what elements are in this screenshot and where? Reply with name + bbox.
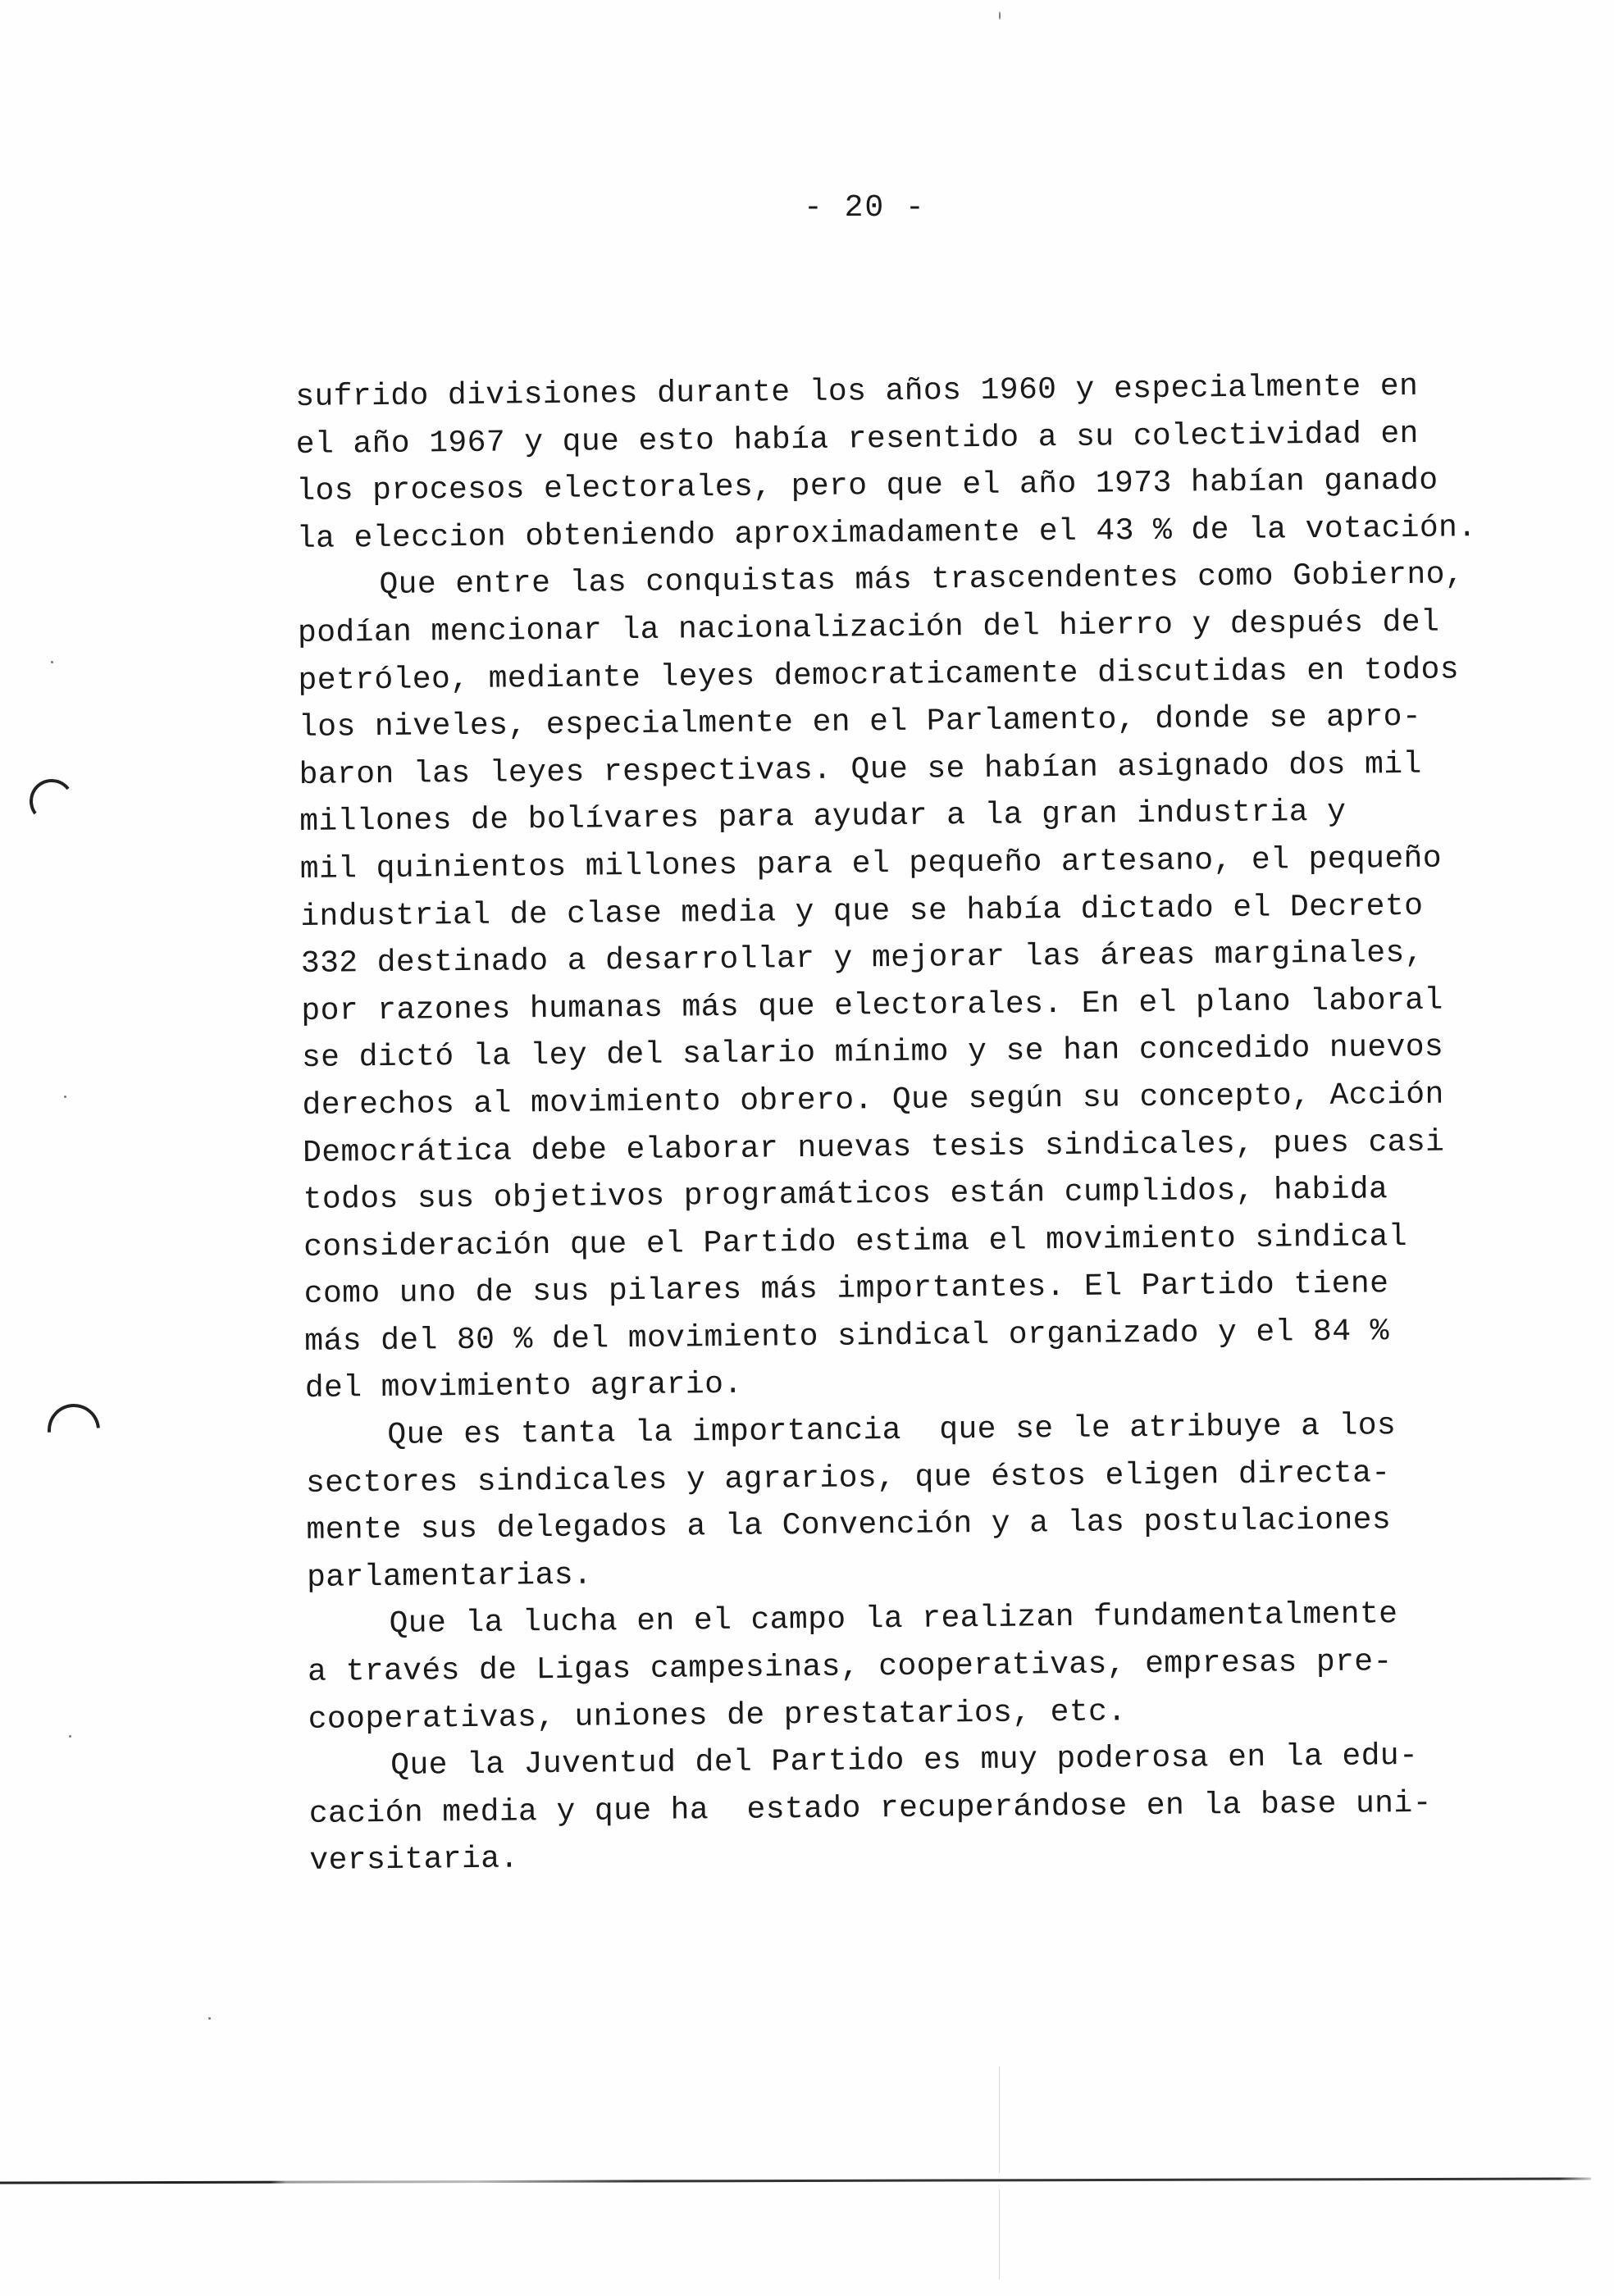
text-line: derechos al movimiento obrero. Que según su concepto, Acción (302, 1077, 1444, 1123)
text-line: los procesos electorales, pero que el año 1973 habían ganado (296, 462, 1438, 510)
text-line: sectores sindicales y agrarios, que éstos eligen directa- (305, 1455, 1391, 1501)
punch-hole-mark (27, 777, 77, 827)
scan-speck (999, 11, 1001, 20)
paragraph-start-line: Que la Juventud del Partido es muy poderosa en la edu- (390, 1738, 1419, 1784)
text-line: se dictó la ley del salario mínimo y se han concedido nuevos (301, 1029, 1444, 1077)
text-line: por razones humanas más que electorales. En el plano laboral (301, 982, 1443, 1029)
text-line: como uno de sus pilares más importantes. El Partido tiene (303, 1266, 1389, 1313)
paragraph-start-line: Que es tanta la importancia que se le atribuye a los (387, 1408, 1397, 1454)
text-line: cooperativas, uniones de prestatarios, etc. (308, 1693, 1127, 1738)
text-line: del movimiento agrario. (304, 1367, 743, 1407)
fold-line (999, 2066, 1000, 2173)
text-line: los niveles, especialmente en el Parlamento, donde se apro- (298, 699, 1422, 746)
scan-speck (208, 2017, 211, 2020)
text-line: más del 80 % del movimiento sindical organizado y el 84 % (304, 1314, 1390, 1360)
fold-line (999, 2189, 1000, 2280)
text-line: el año 1967 y que esto había resentido a su colectividad en (295, 416, 1420, 462)
text-line: a través de Ligas campesinas, cooperativas, empresas pre- (307, 1644, 1393, 1690)
text-line: todos sus objetivos programáticos están cumplidos, habida (303, 1172, 1388, 1219)
text-line: baron las leyes respectivas. Que se habían asignado dos mil (299, 746, 1422, 793)
text-line: cación media y que ha estado recuperándose en la base uni- (308, 1785, 1433, 1832)
page-number: - 20 - (804, 190, 926, 226)
scan-speck (51, 661, 53, 663)
text-line: mil quinientos millones para el pequeño artesano, el pequeño (299, 840, 1443, 887)
text-line: podían mencionar la nacionalización del hierro y después del (297, 604, 1440, 651)
text-line: industrial de clase media y que se había dictado el Decreto (300, 888, 1424, 935)
text-line: la eleccion obteniendo aproximadamente el 43 % de la votación. (296, 509, 1477, 557)
text-line: sufrido divisiones durante los años 1960 y especialmente en (295, 368, 1419, 415)
paragraph-start-line: Que entre las conquistas más trascendentes como Gobierno, (379, 557, 1465, 604)
paragraph-start-line: Que la lucha en el campo la realizan fundamentalmente (389, 1597, 1398, 1642)
text-line: mente sus delegados a la Convención y a las postulaciones (306, 1502, 1392, 1549)
text-line: petróleo, mediante leyes democraticamente discutidas en todos (298, 651, 1460, 699)
scan-speck (69, 1735, 71, 1738)
body-text (295, 362, 1524, 1885)
text-line: 332 destinado a desarrollar y mejorar las áreas marginales, (300, 935, 1425, 982)
text-line: consideración que el Partido estima el movimiento sindical (303, 1219, 1408, 1265)
text-line: Democrática debe elaborar nuevas tesis sindicales, pues casi (302, 1124, 1445, 1171)
text-line: versitaria. (309, 1841, 519, 1879)
punch-hole-mark (37, 1393, 111, 1467)
text-line: parlamentarias. (306, 1557, 593, 1596)
scan-speck (64, 1096, 66, 1098)
text-line: millones de bolívares para ayudar a la gran industria y (299, 795, 1347, 840)
bottom-rule (0, 2177, 1591, 2184)
